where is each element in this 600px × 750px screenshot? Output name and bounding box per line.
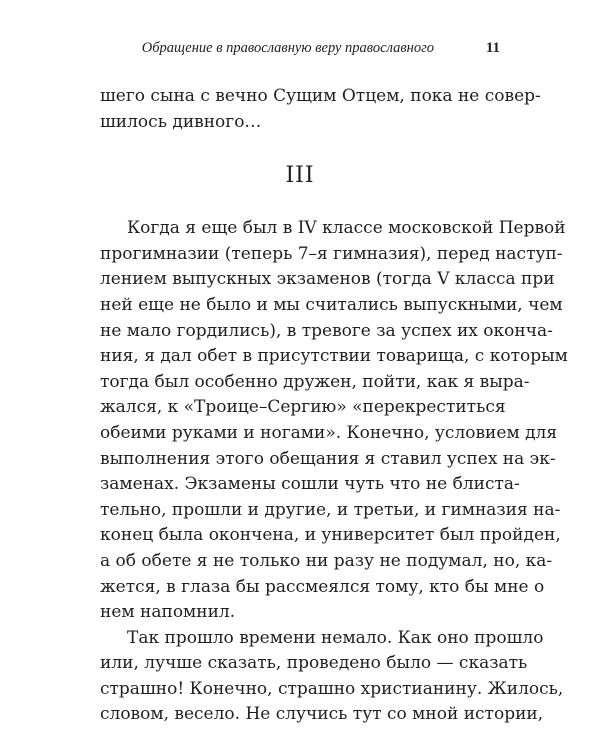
text-line: конец была окончена, и университет был пройден, (100, 525, 561, 546)
paragraph-1 (100, 216, 568, 626)
text-line: обеими руками и ногами». Конечно, условием для (100, 422, 558, 443)
text-line: прогимназии (теперь 7–я гимназия), перед наступ- (100, 243, 563, 264)
running-header (100, 36, 500, 60)
text-line: заменах. Экзамены сошли чуть что не блиста- (100, 474, 520, 495)
running-title: Обращение в православную веру православного (141, 40, 434, 56)
text-line: лением выпускных экзаменов (тогда V класса при (100, 269, 555, 290)
text-line: шего сына с вечно Сущим Отцем, пока не совер- (100, 86, 541, 106)
text-line: или, лучше сказать, проведено было — сказать (100, 653, 528, 674)
intro-paragraph (100, 84, 541, 135)
text-line: Так прошло времени немало. Как оно прошло (127, 627, 544, 648)
text-line: словом, весело. Не случись тут со мной истории, (100, 704, 544, 725)
text-line: Когда я еще был в IV классе московской Первой (127, 218, 566, 239)
page-number: 11 (485, 40, 500, 56)
text-line: а об обете я не только ни разу не подумал, но, ка- (100, 550, 553, 571)
paragraph-2 (100, 626, 564, 728)
text-line: жался, к «Троице–Сергию» «перекреститься (100, 397, 506, 418)
text-line: тогда был особенно дружен, пойти, как я выра- (100, 371, 530, 392)
text-line: не мало гордились), в тревоге за успех их оконча- (100, 320, 553, 341)
text-line: выполнения этого обещания я ставил успех на эк- (100, 448, 556, 469)
text-line: жется, в глаза бы рассмеялся тому, кто бы мне о (100, 576, 545, 597)
text-line: страшно! Конечно, страшно христианину. Жилось, (100, 678, 564, 699)
text-line: ней еще не было и мы считались выпускными, чем (100, 294, 563, 315)
page-body (100, 84, 568, 728)
text-line: ния, я дал обет в присутствии товарища, с которым (100, 346, 568, 367)
text-line: шилось дивного… (100, 111, 262, 132)
text-line: тельно, прошли и другие, и третьи, и гимназия на- (100, 499, 561, 520)
text-line: нем напомнил. (100, 602, 236, 623)
section-heading: III (285, 163, 315, 189)
